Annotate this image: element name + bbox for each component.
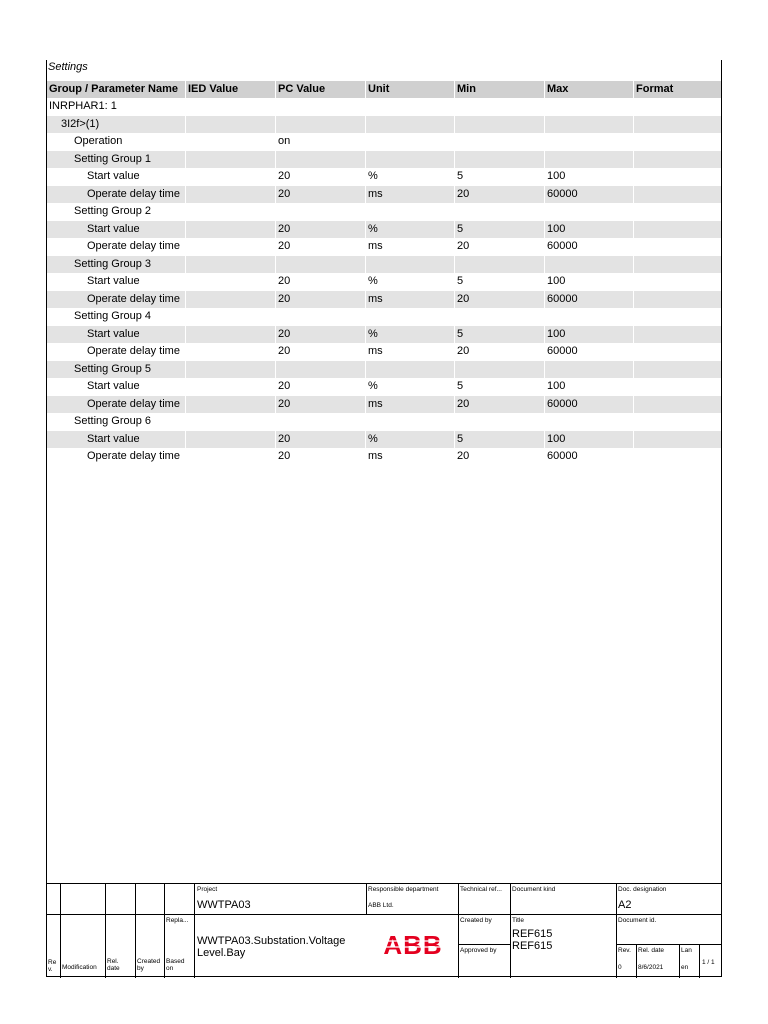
table-row (47, 116, 721, 134)
table-cell (454, 308, 544, 326)
table-cell: 5 (454, 273, 544, 291)
table-cell (365, 308, 454, 326)
table-row (47, 273, 721, 291)
table-cell (365, 413, 454, 431)
table-row (47, 151, 721, 169)
table-cell (185, 448, 275, 466)
project-value: WWTPA03 (197, 899, 251, 911)
table-row (47, 326, 721, 344)
table-cell (275, 98, 365, 116)
table-cell (185, 378, 275, 396)
modification-label: Modification (62, 964, 97, 971)
table-row (47, 308, 721, 326)
parameter-name-cell: 3I2f>(1) (61, 117, 100, 130)
table-row (47, 413, 721, 431)
divider (636, 944, 637, 978)
rev-value: 0 (618, 964, 622, 971)
table-cell: % (365, 168, 454, 186)
parameter-name-cell: Start value (87, 275, 140, 287)
based-on-label: Based on (166, 958, 185, 972)
table-cell: 20 (275, 186, 365, 204)
table-cell (185, 203, 275, 221)
header-cell: IED Value (185, 81, 275, 98)
parameter-name-cell: Operate delay time (87, 292, 180, 305)
table-cell (544, 116, 633, 134)
table-cell (633, 343, 721, 361)
table-row (47, 238, 721, 256)
table-row (47, 256, 721, 274)
title-label: Title (512, 917, 525, 924)
table-cell (633, 221, 721, 239)
created-by-label-2: Created by (460, 917, 492, 924)
table-cell: 20 (275, 326, 365, 344)
created-by-label: Created by (137, 958, 161, 972)
table-cell (633, 116, 721, 134)
table-cell (275, 308, 365, 326)
table-cell (185, 326, 275, 344)
divider (616, 884, 617, 978)
document-kind-label: Document kind (512, 886, 556, 893)
table-cell (633, 378, 721, 396)
table-cell (185, 361, 275, 379)
table-row (47, 378, 721, 396)
table-row (47, 133, 721, 151)
parameter-name-cell: Setting Group 4 (74, 310, 152, 322)
table-cell (365, 256, 454, 274)
table-cell: ms (365, 291, 454, 309)
table-cell: % (365, 326, 454, 344)
parameter-name-cell: Setting Group 1 (74, 152, 152, 165)
table-cell (633, 326, 721, 344)
table-cell: 100 (544, 221, 633, 239)
table-cell (633, 238, 721, 256)
table-cell (544, 133, 633, 151)
table-cell (365, 361, 454, 379)
table-cell: 20 (275, 431, 365, 449)
table-cell: 20 (275, 378, 365, 396)
table-cell (454, 98, 544, 116)
page-number: 1 / 1 (702, 959, 715, 966)
header-cell: PC Value (275, 81, 365, 98)
table-cell: 60000 (544, 448, 633, 466)
table-cell: 20 (454, 343, 544, 361)
table-cell: on (275, 133, 365, 151)
table-cell: 20 (275, 238, 365, 256)
approved-by-label: Approved by (460, 947, 497, 954)
table-cell (275, 413, 365, 431)
technical-ref-label: Technical ref... (460, 886, 502, 893)
table-cell (544, 98, 633, 116)
table-cell: 20 (275, 396, 365, 414)
table-cell: 60000 (544, 291, 633, 309)
table-cell (544, 361, 633, 379)
divider (616, 944, 722, 945)
table-cell (454, 361, 544, 379)
language-label: Lan (681, 947, 692, 954)
table-cell: ms (365, 186, 454, 204)
table-cell: 100 (544, 378, 633, 396)
parameter-name-cell: INRPHAR1: 1 (49, 100, 117, 112)
rel-date-label-2: Rel. date (638, 947, 665, 954)
parameter-name-cell: Start value (87, 380, 140, 392)
table-cell: ms (365, 448, 454, 466)
table-row (47, 431, 721, 449)
table-row (47, 291, 721, 309)
table-row (47, 343, 721, 361)
doc-designation-label: Doc. designation (618, 886, 667, 893)
table-cell: 100 (544, 168, 633, 186)
table-cell: ms (365, 343, 454, 361)
table-cell (633, 448, 721, 466)
table-header (47, 81, 721, 98)
table-cell (544, 308, 633, 326)
table-cell (275, 361, 365, 379)
table-cell (544, 203, 633, 221)
table-cell (185, 98, 275, 116)
table-row (47, 168, 721, 186)
header-cell: Group / Parameter Name (49, 83, 178, 95)
settings-table (47, 81, 721, 466)
parameter-name-cell: Operate delay time (87, 450, 180, 462)
table-cell: 60000 (544, 186, 633, 204)
table-cell (633, 98, 721, 116)
divider (366, 884, 367, 914)
table-row (47, 98, 721, 116)
header-cell: Min (454, 81, 544, 98)
table-cell (633, 413, 721, 431)
table-cell (185, 221, 275, 239)
table-cell (275, 151, 365, 169)
table-cell (185, 308, 275, 326)
divider (135, 884, 136, 978)
parameter-name-cell: Operation (74, 135, 123, 147)
parameter-name-cell: Setting Group 2 (74, 205, 152, 217)
divider (510, 884, 511, 978)
table-cell: 60000 (544, 238, 633, 256)
title-block (46, 883, 722, 978)
parameter-name-cell: Start value (87, 170, 140, 182)
table-cell (185, 273, 275, 291)
table-cell: % (365, 221, 454, 239)
parameter-name-cell: Setting Group 6 (74, 415, 152, 427)
parameter-name-cell: Setting Group 3 (74, 257, 152, 270)
table-cell (544, 256, 633, 274)
table-cell (454, 256, 544, 274)
table-cell (633, 133, 721, 151)
parameter-name-cell: Setting Group 5 (74, 362, 152, 375)
table-cell: ms (365, 396, 454, 414)
table-cell (633, 186, 721, 204)
divider (60, 884, 61, 978)
table-cell (185, 291, 275, 309)
table-cell (365, 133, 454, 151)
table-cell (454, 203, 544, 221)
responsible-department-value: ABB Ltd. (368, 902, 394, 909)
table-cell: 100 (544, 431, 633, 449)
table-cell: 5 (454, 378, 544, 396)
parameter-name-cell: Start value (87, 432, 140, 445)
table-cell (185, 431, 275, 449)
table-cell: 20 (275, 291, 365, 309)
table-cell (544, 413, 633, 431)
table-cell (185, 116, 275, 134)
rev-label: Re v. (48, 959, 57, 973)
title-line-1: REF615 (512, 928, 553, 940)
table-row (47, 221, 721, 239)
divider (194, 884, 195, 978)
table-cell: 20 (275, 448, 365, 466)
table-cell (633, 168, 721, 186)
table-row (47, 203, 721, 221)
table-cell (454, 413, 544, 431)
table-cell (275, 256, 365, 274)
table-cell (365, 151, 454, 169)
table-cell (185, 151, 275, 169)
table-cell (185, 133, 275, 151)
divider (458, 944, 510, 945)
table-cell (633, 431, 721, 449)
table-cell: 20 (275, 221, 365, 239)
table-cell: 20 (454, 448, 544, 466)
divider (164, 884, 165, 978)
table-cell (633, 151, 721, 169)
parameter-name-cell: Start value (87, 327, 140, 340)
divider (46, 914, 722, 915)
table-cell: 20 (454, 396, 544, 414)
table-cell: 20 (454, 291, 544, 309)
table-cell (185, 186, 275, 204)
divider (699, 944, 700, 978)
document-id-label: Document id. (618, 917, 657, 924)
table-cell: 60000 (544, 396, 633, 414)
table-cell (633, 291, 721, 309)
table-cell: 5 (454, 326, 544, 344)
table-cell (633, 361, 721, 379)
table-cell (365, 116, 454, 134)
table-cell: 5 (454, 221, 544, 239)
table-cell (185, 343, 275, 361)
abb-logo (378, 932, 448, 958)
abb-logo-text: ABB (383, 932, 443, 958)
table-cell (365, 203, 454, 221)
table-cell: 100 (544, 273, 633, 291)
project-label: Project (197, 886, 218, 893)
table-cell (633, 256, 721, 274)
table-cell (454, 151, 544, 169)
table-cell: 100 (544, 326, 633, 344)
rel-date-value: 8/6/2021 (638, 964, 664, 971)
table-cell: % (365, 431, 454, 449)
section-title: Settings (48, 61, 88, 73)
header-cell: Format (633, 81, 721, 98)
table-cell (454, 116, 544, 134)
table-cell: 20 (454, 186, 544, 204)
parameter-name-cell: Operate delay time (87, 187, 180, 200)
table-cell (633, 273, 721, 291)
parameter-name-cell: Operate delay time (87, 397, 180, 410)
table-row (47, 186, 721, 204)
responsible-department-label: Responsible department (368, 886, 439, 893)
table-cell (275, 203, 365, 221)
table-cell: 20 (275, 343, 365, 361)
parameter-name-cell: Operate delay time (87, 240, 180, 252)
table-cell: % (365, 273, 454, 291)
rev-label-2: Rev. (618, 947, 631, 954)
table-cell: 20 (454, 238, 544, 256)
language-value: en (681, 964, 689, 971)
project-path: WWTPA03.Substation.Voltage Level.Bay (197, 935, 346, 959)
divider (679, 944, 680, 978)
table-cell: 5 (454, 431, 544, 449)
table-cell (544, 151, 633, 169)
divider (105, 884, 106, 978)
table-cell (275, 116, 365, 134)
table-cell (633, 203, 721, 221)
title-line-2: REF615 (512, 940, 553, 952)
rel-date-label: Rel. date (107, 958, 120, 972)
table-cell: 60000 (544, 343, 633, 361)
table-cell (365, 98, 454, 116)
table-cell (633, 308, 721, 326)
table-cell: % (365, 378, 454, 396)
replaced-label: Repla... (166, 917, 189, 924)
table-cell (454, 133, 544, 151)
table-row (47, 396, 721, 414)
parameter-name-cell: Start value (87, 222, 140, 235)
table-cell (185, 168, 275, 186)
table-cell: 20 (275, 168, 365, 186)
header-cell: Max (544, 81, 633, 98)
table-cell: 20 (275, 273, 365, 291)
table-cell (633, 396, 721, 414)
table-cell (185, 256, 275, 274)
table-cell (185, 238, 275, 256)
doc-designation-value: A2 (618, 899, 632, 911)
header-cell: Unit (365, 81, 454, 98)
table-cell: ms (365, 238, 454, 256)
divider (458, 884, 459, 978)
table-cell (185, 396, 275, 414)
table-cell: 5 (454, 168, 544, 186)
table-row (47, 361, 721, 379)
parameter-name-cell: Operate delay time (87, 345, 180, 357)
table-row (47, 448, 721, 466)
table-cell (185, 413, 275, 431)
